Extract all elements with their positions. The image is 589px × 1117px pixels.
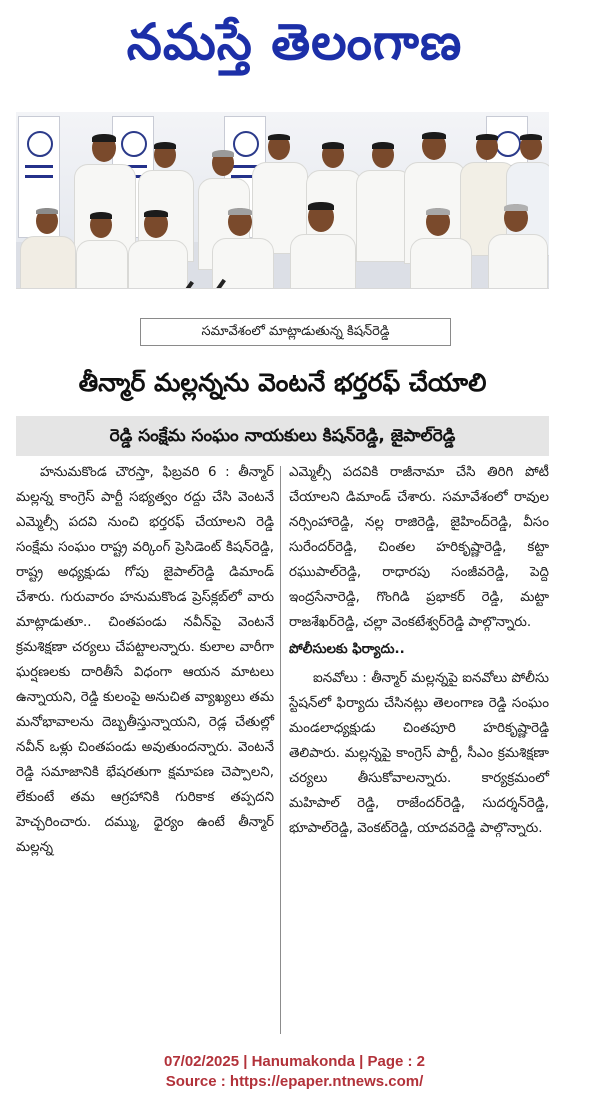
article-paragraph: ఐనవోలు : తీన్మార్ మల్లన్నపై ఐనవోలు పోలీసు స్టేషన్‌లో ఫిర్యాదు చేసినట్లు తెలంగాణ రెడ్డి సంఘం మండలాధ్యక్షుడు చింతపూరి హరికృష్ణారెడ్డి తెలిపారు. మల్లన్నపై కాంగ్రెస్ పార్టీ, సీఎం క్రమశిక్షణా చర్యలు తీసుకోవాలన్నారు. కార్యక్రమంలో మహిపాల్ రెడ్డి, రాజేందర్‌రెడ్డి, సుదర్శన్‌రెడ్డి, భూపాల్‌రెడ్డి, వెంకట్‌రెడ్డి, యాదవరెడ్డి పాల్గొన్నారు. [289, 671, 549, 836]
article-column-left [16, 460, 274, 860]
source-url: Source : https://epaper.ntnews.com/ [165, 1073, 424, 1090]
source-footer [0, 1052, 589, 1092]
article-subheadline: రెడ్డి సంక్షేమ సంఘం నాయకులు కిషన్‌రెడ్డి, జైపాల్‌రెడ్డి [16, 416, 549, 456]
article-paragraph: హనుమకొండ చౌరస్తా, ఫిబ్రవరి 6 : తీన్మార్ మల్లన్న కాంగ్రెస్ పార్టీ సభ్యత్వం రద్దు చేసి వెంటనే ఎమ్మెల్సీ పదవి నుంచి భర్తరఫ్ చేయాలని రెడ్డి సంక్షేమ సంఘం రాష్ట్ర వర్కింగ్ ప్రెసిడెంట్ కిషన్‌రెడ్డి, రాష్ట్ర అధ్యక్షుడు గోపు జైపాల్‌రెడ్డి డిమాండ్ చేశారు. గురువారం హనుమకొండ ప్రెస్‌క్లబ్‌లో వారు మాట్లాడుతూ.. చింతపండు నవీన్‌పై వెంటనే క్రమశిక్షణా చర్యలు చేపట్టాలన్నారు. కులాల వారీగా ఘర్షణలకు దారితీసే విధంగా ఆయన మాటలు ఉన్నాయని, రెడ్డి కులంపై అనుచిత వ్యాఖ్యలు తమ మనోభావాలను దెబ్బతీస్తున్నాయని, రెడ్ల చేతుల్లో నవీన్ ఒళ్లు చింతపండు అవుతుందన్నారు. వెంటనే రెడ్డి సమాజానికి భేషరతుగా క్షమాపణ చెప్పాలని, లేకుంటే తమ ఆగ్రహానికి గురికాక తప్పదని హెచ్చరించారు. దమ్ము, ధైర్యం ఉంటే తీన్మార్ మల్లన్న [16, 465, 274, 855]
newspaper-title: నమస్తే తెలంగాణ [126, 13, 463, 71]
article-paragraph: ఎమ్మెల్సీ పదవికి రాజీనామా చేసి తిరిగి పోటీ చేయాలని డిమాండ్ చేశారు. సమావేశంలో రావుల నర్సింహారెడ్డి, నల్ల రాజిరెడ్డి, జైహింద్‌రెడ్డి, వీసం సురేందర్‌రెడ్డి, చింతల హరికృష్ణారెడ్డి, కట్టా రఘుపాల్‌రెడ్డి, రాధారపు సంజీవరెడ్డి, పెద్ది ఇంద్రసేనారెడ్డి, గొంగిడి ప్రభాకర్ రెడ్డి, మట్టా రాజశేఖర్‌రెడ్డి, చల్లా వెంకటేశ్వర్‌రెడ్డి పాల్గొన్నారు. [289, 465, 549, 630]
section-subtitle: పోలీసులకు ఫిర్యాదు.. [289, 642, 405, 657]
press-meet-photo [16, 112, 549, 314]
press-table [16, 288, 549, 314]
edition-info: 07/02/2025 | Hanumakonda | Page : 2 [163, 1053, 425, 1070]
masthead [0, 0, 589, 88]
article-column-right [289, 460, 549, 841]
column-divider [280, 466, 281, 1034]
photo-caption: సమావేశంలో మాట్లాడుతున్న కిషన్‌రెడ్డి [140, 318, 451, 346]
article-headline: తీన్మార్ మల్లన్నను వెంటనే భర్తరఫ్ చేయాలి [78, 368, 487, 397]
